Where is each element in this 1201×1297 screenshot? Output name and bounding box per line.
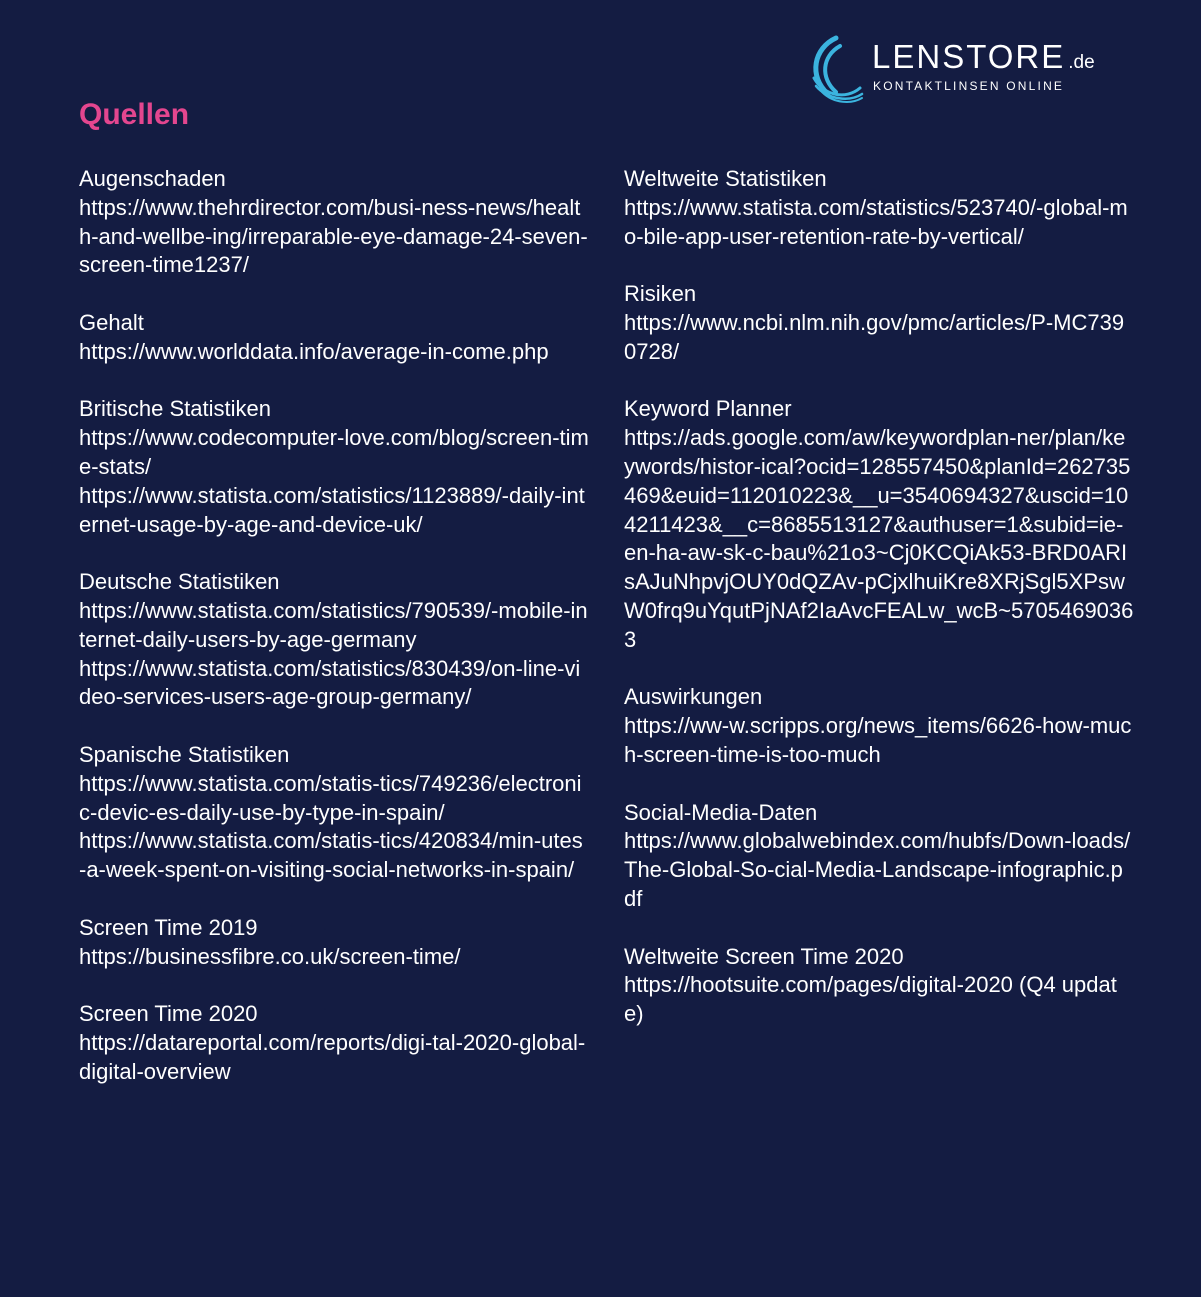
source-entry — [624, 395, 1134, 654]
source-name: Screen Time 2020 — [79, 1001, 258, 1027]
source-entry — [624, 683, 1134, 769]
source-name: Deutsche Statistiken — [79, 569, 280, 595]
source-name: Spanische Statistiken — [79, 741, 290, 767]
source-entry — [79, 165, 589, 280]
source-url[interactable]: https://www.statista.com/statistics/830439/on-line-video-services-users-age-group-germany/ — [79, 655, 581, 710]
logo-tagline: KONTAKTLINSEN ONLINE — [873, 79, 1065, 93]
source-entry — [79, 395, 589, 539]
source-url[interactable]: https://ads.google.com/aw/keywordplan-ner/plan/keywords/histor-ical?ocid=128557450&planId=262735469&euid=112010223&__u=3540694327&uscid=104211423&__c=8685513127&authuser=1&subid=ie-en-ha-aw-sk-c-bau%21o3~Cj0KCQiAk53-BRD0ARIsAJuNhpvjOUY0dQZAv-pCjxlhuiKre8XRjSgl5XPswW0frq9uYqutPjNAf2IaAvcFEALw_wcB~57054690363 — [624, 425, 1134, 652]
page-title: Quellen — [79, 98, 190, 131]
source-name: Social-Media-Daten — [624, 799, 818, 825]
source-url[interactable]: https://www.statista.com/statis-tics/749236/electronic-devic-es-daily-use-by-type-in-spain/ — [79, 770, 582, 825]
logo-tld: .de — [1068, 52, 1095, 73]
source-name: Auswirkungen — [624, 684, 763, 710]
source-url[interactable]: https://www.globalwebindex.com/hubfs/Down-loads/The-Global-So-cial-Media-Landscape-infographic.pdf — [624, 828, 1131, 911]
source-url[interactable]: https://www.codecomputer-love.com/blog/screen-time-stats/ — [79, 425, 589, 479]
source-name: Weltweite Statistiken — [624, 166, 827, 191]
source-url[interactable]: https://hootsuite.com/pages/digital-2020 (Q4 update) — [624, 972, 1117, 1027]
source-name: Weltweite Screen Time 2020 — [624, 943, 904, 969]
source-entry — [79, 741, 589, 885]
sources-right-column — [624, 165, 1134, 1058]
source-entry — [79, 568, 589, 712]
source-url[interactable]: https://www.statista.com/statis-tics/420834/min-utes-a-week-spent-on-visiting-social-networks-in-spain/ — [79, 828, 583, 883]
logo-brand-name: LENSTORE — [872, 38, 1066, 75]
source-name: Augenschaden — [79, 166, 226, 191]
source-name: Screen Time 2019 — [79, 914, 258, 940]
logo-brand — [872, 40, 1095, 73]
source-url[interactable]: https://businessfibre.co.uk/screen-time/ — [79, 943, 461, 969]
source-url[interactable]: https://ww-w.scripps.org/news_items/6626-how-much-screen-time-is-too-much — [624, 713, 1132, 767]
source-entry — [624, 943, 1134, 1029]
source-url[interactable]: https://www.thehrdirector.com/busi-ness-news/health-and-wellbe-ing/irreparable-eye-damage-24-seven-screen-time1237/ — [79, 194, 588, 278]
source-entry — [79, 1000, 589, 1086]
source-url[interactable]: https://www.worlddata.info/average-in-come.php — [79, 338, 549, 364]
source-entry — [624, 799, 1134, 914]
source-url[interactable]: https://www.statista.com/statistics/790539/-mobile-internet-daily-users-by-age-germany — [79, 597, 588, 652]
source-name: Risiken — [624, 281, 697, 307]
source-url[interactable]: https://datareportal.com/reports/digi-tal-2020-global-digital-overview — [79, 1029, 586, 1084]
source-url[interactable]: https://www.statista.com/statistics/1123889/-daily-internet-usage-by-age-and-device-uk/ — [79, 482, 585, 537]
source-url[interactable]: https://www.ncbi.nlm.nih.gov/pmc/articles/P-MC7390728/ — [624, 309, 1125, 364]
source-name: Keyword Planner — [624, 396, 792, 422]
source-entry — [79, 309, 589, 367]
source-entry — [624, 165, 1134, 251]
source-entry — [79, 914, 589, 972]
sources-left-column — [79, 165, 589, 1115]
source-url[interactable]: https://www.statista.com/statistics/523740/-global-mo-bile-app-user-retention-rate-by-vertical/ — [624, 194, 1128, 249]
source-entry — [624, 280, 1134, 366]
source-name: Britische Statistiken — [79, 396, 271, 422]
lenstore-logo[interactable] — [806, 34, 1106, 104]
lenstore-swirl-icon — [806, 34, 866, 104]
source-name: Gehalt — [79, 309, 144, 335]
